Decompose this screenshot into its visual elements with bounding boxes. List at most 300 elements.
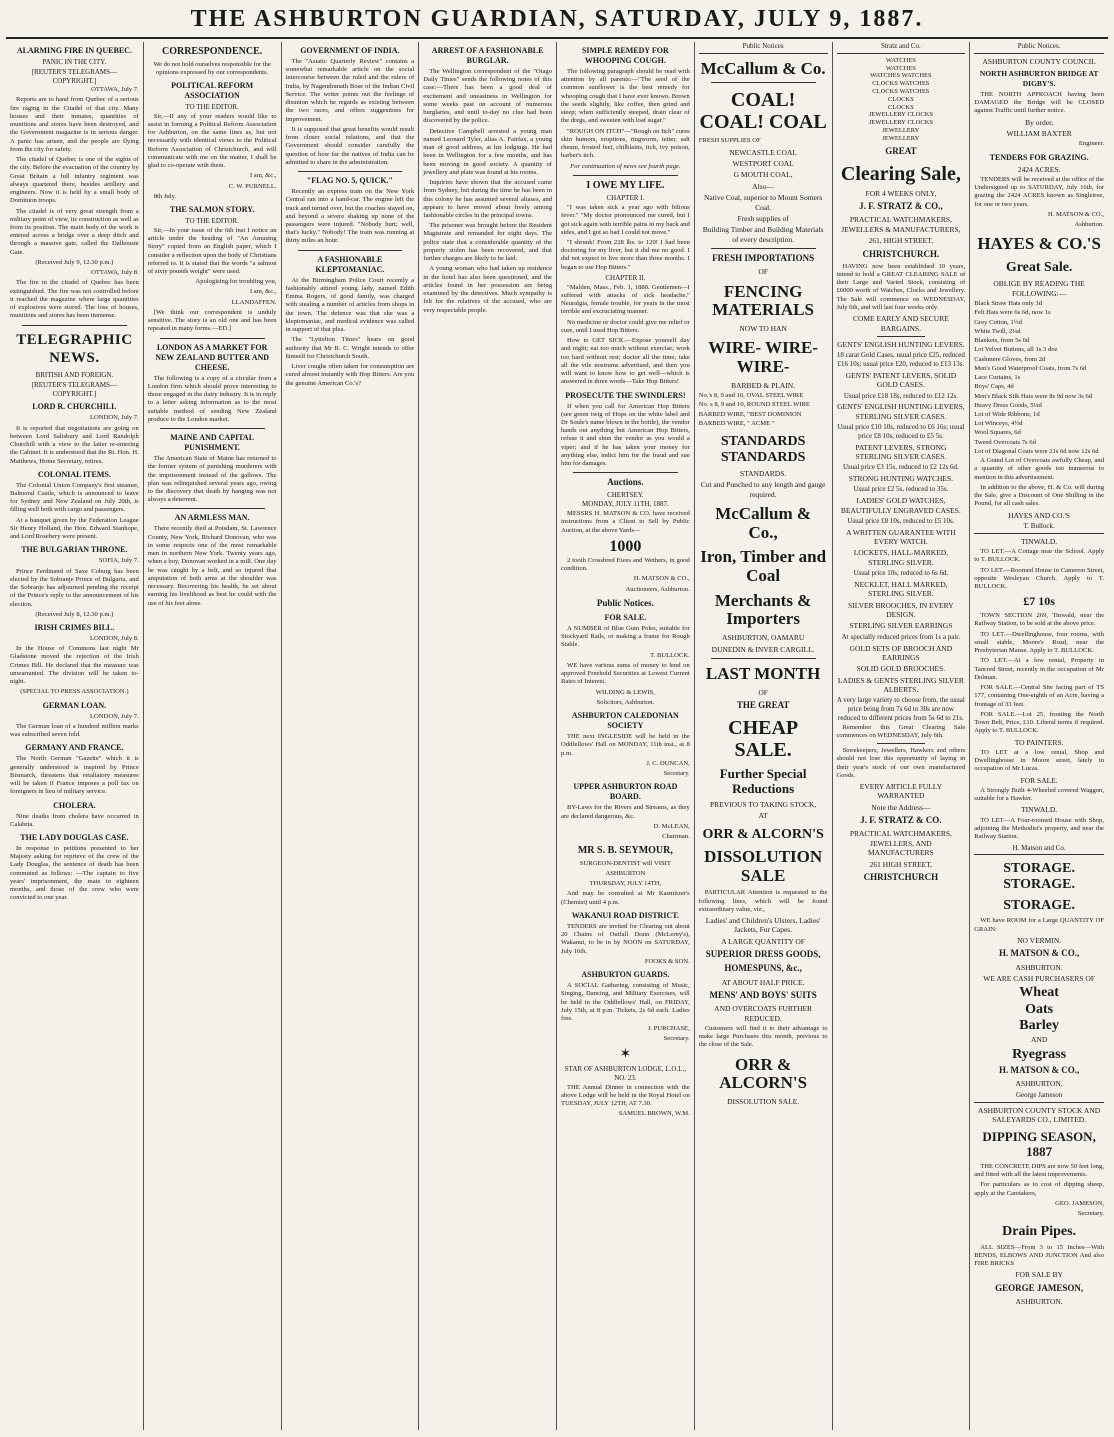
- ad-line: CHRISTCHURCH.: [862, 248, 940, 259]
- paragraph: If when you call for American Hop Bitters (see green twig of Hops on the white label and Dr Soule's name blown in the bottle), the vendor hands out anything but American Hop Bitters, refuse it and shun the vendor as you would a viper; and if he has taken your money for anything else, indict him for the fraud and sue him for damages.: [561, 402, 690, 468]
- paragraph: The following paragraph should be read with attention by all parents:—"The seed of the common sunflower is the best remedy for whooping cough that I have ever known. Brown the seeds slightly, like coffee, then grind and steep; when sufficiently steeped, drain clear of the dregs, and sweeten with loaf sugar.": [561, 68, 690, 125]
- signature: T. BULLOCK.: [650, 651, 690, 659]
- ad-line: AND OVERCOATS FURTHER REDUCED.: [714, 1004, 813, 1023]
- price-line: Usual price 10s, reduced to 6s 6d.: [853, 569, 949, 578]
- ad-title: ORR & ALCORN'S: [719, 1054, 808, 1093]
- copyright-note: [REUTER'S TELEGRAMS—COPYRIGHT.]: [31, 67, 118, 85]
- ad-title: STORAGE. STORAGE.: [1003, 861, 1075, 892]
- signature: Solicitors, Ashburton.: [596, 698, 655, 706]
- dateline: LONDON, July 7.: [90, 712, 139, 720]
- sale-item: Blankets, from 5s 6d: [974, 337, 1030, 345]
- paragraph: At the Birmingham Police Court recently a fashionably attired young lady, named Edith Emma Rogers, of good family, was charged with stealing a number of articles from shops in the town. The defence was that she was a kleptomaniac, and medical evidence was called in support of that plea.: [285, 276, 415, 334]
- headline: UPPER ASHBURTON ROAD BOARD.: [573, 782, 678, 802]
- ad-line: A LARGE QUANTITY OF: [721, 936, 805, 946]
- dateline: LONDON, July 8.: [90, 635, 139, 643]
- paragraph: TENDERS will be received at the office of the Undersigned up to SATURDAY, July 16th, for grazing the 2424 ACRES known as Singletree, for one or two years.: [974, 175, 1104, 208]
- divider: [22, 325, 127, 326]
- paragraph: FOR SALE.—Central Site facing part of TS 177, containing One-eighth of an Acre, having a frontage of 33 feet.: [974, 684, 1104, 708]
- ad-line: GENTS' PATENT LEVERS, SOLID GOLD CASES.: [845, 370, 957, 390]
- ad-line: NO VERMIN.: [1017, 935, 1062, 945]
- divider: [573, 472, 678, 473]
- signature: WILDING & LEWIS,: [595, 688, 655, 696]
- headline: I OWE MY LIFE.: [586, 179, 665, 191]
- received-note: (Received July 8, 12.30 p.m.): [35, 610, 114, 618]
- ad-line: BARBED WIRE, " ACME ": [698, 419, 775, 427]
- ad-line: Ladies' and Children's Ulsters, Ladies' Jackets, Fur Capes.: [705, 916, 821, 935]
- ad-line: TINWALD.: [1021, 536, 1058, 546]
- headline: SIMPLE REMEDY FOR WHOOPING COUGH.: [581, 46, 669, 65]
- paragraph: The following is a copy of a circular from a London firm which should prove interesting to those engaged in the dairy industry. It is in reply to a letter asking information as to the most suitable method of sending New Zealand produce to the London market.: [147, 374, 277, 423]
- paragraph: The "Lyttelton Times" hears on good authority that Mr R. C. Wright intends to offer himself for Christchurch South.: [285, 336, 415, 360]
- ad-line: OF: [758, 687, 768, 697]
- big-number: 1000: [609, 537, 642, 555]
- ad-line: TO PAINTERS.: [1014, 737, 1064, 747]
- column-header: Public Notices: [699, 42, 828, 54]
- paragraph: At a banquet given by the Federation League Sir Henry Holland, the Hon. Edward Stanhope, and Lord Rosebery were present.: [10, 516, 139, 541]
- paragraph: TO LET.—Dwellinghouse, four rooms, with small stable, Moore's Road, near the Presbyterian Manse. Apply to T. BULLOCK.: [974, 630, 1104, 655]
- ad-line: STRONG HUNTING WATCHES.: [848, 474, 953, 484]
- paragraph: The citadel of Quebec is one of the sights of the city. Before the evacuation of the country by Great Britain a full infantry regiment was always quartered there, besides artillery and engineers. Now it is held by a small body of Dominion troops.: [10, 156, 139, 205]
- signature: Engineer.: [1078, 140, 1104, 148]
- paragraph: The Colonial Union Company's first steamer, Balmoral Castle, which is announced to leave for Sydney and New Zealand on July 20th, is filling well both with cargo and passengers.: [10, 481, 139, 514]
- ad-line: G MOUTH COAL,: [733, 170, 793, 180]
- ad-line: DISSOLUTION SALE.: [727, 1097, 800, 1107]
- ad-line: NEWCASTLE COAL: [729, 147, 797, 157]
- cascade-line: JEWELLERY CLOCKS: [868, 111, 933, 119]
- paragraph: Prince Ferdinand of Saxe Coburg has been elected by the Sobranje Prince of Bulgaria, and the Sobranje has adjourned pending the receipt of the Prince's reply to the announcement of his election.: [10, 567, 139, 608]
- paragraph: THE CONCRETE DIPS are now 50 feet long, and fitted with all the latest improvements.: [974, 1162, 1104, 1179]
- ad-line: ASHBURTON, OAMARU: [721, 633, 805, 643]
- price-line: A very large variety to choose from, the usual price being from 7s 6d to 30s are now reduced to different prices from 5s 6d to 21s.: [836, 696, 965, 722]
- headline: MAINE AND CAPITAL PUNISHMENT.: [170, 433, 255, 453]
- sale-item: White Twill, 2¼d: [974, 327, 1021, 335]
- date: 8th July.: [153, 192, 177, 200]
- paragraph: 2 tooth Crossbred Ewes and Wethers, in good condition.: [561, 556, 690, 573]
- headline: GERMANY AND FRANCE.: [25, 743, 124, 753]
- ad-line: H. MATSON & CO.,: [998, 948, 1080, 959]
- headline: THE BULGARIAN THRONE.: [21, 545, 128, 555]
- subheadline: BRITISH AND FOREIGN.: [35, 371, 114, 380]
- sale-item: Lot of Diagonal Coats were 21s 6d now 12s 6d: [974, 447, 1099, 455]
- ad-line: WESTPORT COAL: [732, 159, 794, 169]
- ad-line: FRESH SUPPLIES OF: [698, 137, 761, 145]
- ad-line: PREVIOUS TO TAKING STOCK,: [709, 799, 817, 809]
- paragraph: Detective Campbell arrested a young man named Leonard Tyler, alias A. Fairfax, a young man of good address, at his lodgings. He had been in Wellington for a few months, and has been moving in good society. A quantity of jewellery and plate was found at his rooms.: [423, 127, 552, 176]
- paragraph: The North German "Gazette" which it is generally understood is inspired by Prince Bismarck, threatens that retaliatory measures will be taken if France imposes a poll tax on foreigners in lieu of military service.: [10, 755, 139, 796]
- paragraph: In the House of Commons last night Mr Gladstone moved the rejection of the Irish Crimes Bill. He declared that the measure was unwarranted. The division will be taken to-night.: [10, 645, 139, 686]
- ad-line: Note the Address—: [871, 802, 931, 812]
- ad-line: Building Timber and Building Materials of every description.: [702, 225, 824, 244]
- ad-title: COAL! COAL! COAL: [699, 89, 827, 134]
- column-header: T. Bullock.: [974, 522, 1104, 534]
- ad-line: LOCKETS, HALL-MARKED, STERLING SILVER.: [853, 548, 949, 567]
- cascade-line: JEWELLERY: [882, 126, 920, 134]
- signature: H. MATSON & CO.,: [1047, 210, 1104, 218]
- ad-title: DISSOLUTION SALE: [704, 846, 823, 885]
- ad-line: FOR 4 WEEKS ONLY,: [865, 188, 937, 198]
- auction-date: MONDAY, JULY 11TH, 1887.: [582, 500, 669, 509]
- signature: J. C. DUNCAN,: [646, 759, 690, 767]
- divider: [711, 658, 816, 659]
- headline: GOVERNMENT OF INDIA.: [300, 46, 400, 55]
- paragraph: The citadel is of very great strength from a military point of view, its construction as well as from its position. The main body of the work is entered across a bridge over a deep ditch and through a massive gate, called the Dalhousie Gate.: [10, 207, 139, 256]
- ad-title: Ryegrass: [1012, 1046, 1067, 1062]
- paragraph: In response to petitions presented to her Majesty asking for reprieve of the crew of the Lady Douglas, the sentence of death has been commuted as follows: —The captain to five years' imprisonment, the mate to eighteen months, and those of the crew who were convicted to one year.: [10, 845, 139, 902]
- signature: Chairman.: [662, 833, 690, 840]
- ad-line: CHRISTCHURCH: [863, 871, 939, 882]
- sale-item: Cashmere Gloves, from 2d: [974, 355, 1046, 363]
- signature: D. McLEAN,: [653, 822, 690, 830]
- copyright-note: [REUTER'S TELEGRAMS—COPYRIGHT.]: [31, 380, 118, 398]
- signature: Secretary.: [663, 1035, 690, 1043]
- ad-title: Merchants & Importers: [714, 590, 812, 629]
- ad-line: MENS' AND BOYS' SUITS: [709, 990, 817, 1001]
- paragraph: A Strongly Built 4-Wheeled covered Waggon, suitable for a Hawker.: [974, 786, 1104, 803]
- column-8: [970, 42, 1108, 1430]
- column-7: [833, 42, 971, 1430]
- ad-line: NECKLET, HALL MARKED, STERLING SILVER.: [854, 579, 948, 599]
- sale-item: Tweed Overcoats 7s 6d: [974, 438, 1036, 446]
- ad-line: NORTH ASHBURTON BRIDGE AT DIGBY'S.: [979, 69, 1099, 88]
- ad-line: NOW TO HAN: [739, 324, 787, 334]
- paragraph: ASHBURTON: [605, 869, 646, 877]
- column-3: [282, 42, 420, 1430]
- cascade-line: WATCHES WATCHES: [870, 72, 932, 80]
- paragraph: The "Asiatic Quarterly Review" contains a somewhat remarkable article on the social intercourse between the ruled and the rulers of India, by Nagendranath Bose of the Indian Civil Service. The writer points out the feelings of disunion which he regards as existing between the two races, and offers suggestions for improvement.: [285, 58, 415, 123]
- ad-title: McCallum & Co.,: [715, 504, 812, 542]
- paragraph: The American State of Maine has returned to the former system of punishing murderers with the imprisonment instead of the gallows. The plan was relinquished several years ago, owing to the discovery that death by hanging was not always a deterrent.: [147, 455, 277, 504]
- sale-item: Lot Winceys, 4½d: [974, 420, 1023, 428]
- ad-line: STANDARDS.: [739, 468, 787, 478]
- ad-line: ASHBURTON.: [1015, 1079, 1063, 1089]
- dateline: SOFIA, July 7.: [98, 557, 139, 565]
- paragraph: WE have various sums of money to lend on approved Freehold Securities at Lowest Current Rates of Interest.: [561, 661, 690, 686]
- paragraph: The Wellington correspondent of the "Otago Daily Times" sends the following notes of this case:—There has been a good deal of excitement and uneasiness in Wellington for some weeks past on account of numerous burglaries, and until to-day no clue had been discovered by the police.: [423, 68, 552, 125]
- signature: Secretary.: [663, 770, 690, 778]
- ad-title: FENCING MATERIALS: [712, 281, 814, 320]
- signature: C. W. PURNELL.: [228, 182, 277, 190]
- paragraph: TO LET.—At a low rental, Property in Tancred Street, recently in the occupation of Mr Dolman.: [974, 657, 1104, 681]
- ad-line: LADIES' GOLD WATCHES, BEAUTIFULLY ENGRAVED CASES.: [840, 496, 961, 515]
- ad-title: STORAGE.: [1003, 898, 1075, 914]
- sale-item: Men's Black Silk Hats were 8s 9d now 3s 6d: [974, 392, 1093, 400]
- chapter-label: CHAPTER I.: [606, 194, 645, 203]
- ad-title: CHEAP SALE.: [728, 717, 799, 762]
- sale-item: Lace Curtains, 1s: [974, 374, 1021, 382]
- ad-line: LADIES & GENTS STERLING SILVER ALBERTS.: [837, 675, 964, 695]
- price-line: Usual price £8 10s, reduced to £5 10s.: [847, 516, 955, 525]
- headline: TENDERS FOR GRAZING.: [989, 152, 1089, 162]
- ad-line: PRACTICAL WATCHMAKERS, JEWELLERS & MANUFACTURERS,: [841, 215, 961, 234]
- paragraph: PARTICULAR Attention is requested to the following lines, which will be found extraordinary value, viz.,: [698, 889, 828, 913]
- headline: LONDON AS A MARKET FOR NEW ZEALAND BUTTER AND CHEESE.: [155, 342, 270, 372]
- ad-title: Drain Pipes.: [1002, 1224, 1077, 1240]
- sale-item: Wool Squares, 6d: [974, 429, 1021, 437]
- ad-line: GENTS' ENGLISH HUNTING LEVERS, STERLING SILVER CASES.: [837, 402, 965, 421]
- paragraph: "I shrunk! From 228 lbs. to 120! I had been doctoring for my liver, but it did me no good. I did not expect to live more than three months. I began to use Hop Bitters.": [561, 239, 690, 271]
- ad-title: Wheat: [1019, 985, 1059, 1001]
- ad-line: Fresh supplies of: [737, 213, 789, 223]
- salutation: TO THE EDITOR.: [185, 102, 239, 111]
- ad-line: Native Coal, superior to Mount Somers Coal.: [703, 193, 823, 212]
- paragraph: The fire in the citadel of Quebec has been extinguished. The fire was not controlled before it reached the magazine where large quantities of explosives were stored. The loss of houses, munitions and stores has been immense.: [10, 279, 139, 320]
- ad-line: PRACTICAL WATCHMAKERS, JEWELLERS, AND MANUFACTURERS: [849, 829, 952, 858]
- headline: LORD R. CHURCHILL: [32, 402, 117, 412]
- signature: I am, &c.,: [249, 172, 277, 180]
- paragraph: "I was taken sick a year ago with bilious fever." "My doctor pronounced me cured, but I got sick again with terrible pains in my back and sides, and I got so bad I could not move.": [561, 204, 690, 236]
- star-icon: ✶: [619, 1046, 632, 1062]
- cascade-line: WATCHES: [885, 56, 916, 64]
- column-2: [144, 42, 282, 1430]
- auction-place: CHERTSEY.: [607, 490, 644, 499]
- paragraph: ALL SIZES—From 3 to 15 Inches—With BENDS, ELBOWS AND JUNCTION And also FIRE BRICKS: [974, 1243, 1104, 1268]
- headline: PROSECUTE THE SWINDLERS!: [565, 390, 686, 400]
- ad-line: By order,: [1025, 117, 1054, 127]
- ad-line: COME EARLY AND SECURE BARGAINS.: [852, 314, 949, 333]
- headline: CORRESPONDENCE.: [161, 46, 263, 57]
- ad-title: Further Special Reductions: [719, 766, 807, 796]
- paragraph: A Grand Lot of Overcoats awfully Cheap, and a quantity of other goods too numerous to mention in this advertisement.: [974, 457, 1104, 481]
- cascade-line: JEWELLERY CLOCKS: [868, 119, 933, 127]
- divider: [160, 338, 265, 339]
- divider: [711, 248, 816, 249]
- sale-item: Felt Hats were 6s 6d, now 1s: [974, 309, 1051, 317]
- paragraph: [We think our correspondent is unduly sensitive. The story is an old one and has been repeated in many forms.—ED.]: [147, 308, 277, 333]
- ad-line: FOR SALE BY: [1015, 1270, 1063, 1280]
- ad-line: ASHBURTON.: [1015, 962, 1063, 972]
- paragraph: There recently died at Potsdam, St. Lawrence County, New York, Richard Donovan, who was in some respects one of the most remarkable men in northern New York. Twenty years ago, when a boy, Donovan worked in a mill. One day he was caught by a belt, and so injured that amputation of both arms at the shoulder was necessary. Recovering his health, he set about earning his livelihood as best he could with the use of his feet alone.: [147, 525, 277, 607]
- special-note: (SPECIAL TO PRESS ASSOCIATION.): [20, 688, 129, 696]
- received-note: (Received July 9, 12.30 p.m.): [35, 258, 114, 266]
- headline: AN ARMLESS MAN.: [174, 513, 250, 523]
- paragraph: It is reported that negotiations are going on between Lord Salisbury and Lord Randolph Churchill with a view to the latter re-entering the Cabinet. It is understood that the Rt. Hon. H. Matthews, Home Secretary, retires.: [10, 424, 139, 465]
- dateline: LONDON, July 7.: [90, 414, 139, 422]
- dateline: OTTAWA, July 8.: [91, 269, 139, 277]
- ad-line: J. F. STRATZ & CO.,: [859, 201, 943, 212]
- ad-line: No. s 8, 9 and 10, ROUND STEEL WIRE: [698, 401, 810, 409]
- signature: J. PURCHASE,: [647, 1025, 690, 1033]
- ad-line: OBLIGE BY READING THE FOLLOWING:—: [993, 279, 1085, 298]
- paragraph: Reports are to hand from Quebec of a serious fire raging in the Citadel of that city. Many houses and their inmates, quantities of munitions and stores have been destroyed, and the Government magazine is in serious danger. A panic has arisen, and the people are flying from the city for safety.: [10, 96, 139, 153]
- signature: SAMUEL BROWN, W.M.: [618, 1110, 690, 1118]
- headline: FOR SALE.: [604, 613, 647, 623]
- paragraph: And may be consulted at Mr Kasmitzer's (Chemist) until 4 p.m.: [561, 890, 690, 906]
- ad-line: TINWALD.: [1021, 805, 1058, 815]
- signature: H. MATSON & CO.,: [633, 575, 690, 583]
- signature: FOOKS & SON.: [644, 957, 690, 965]
- column-6: [695, 42, 833, 1430]
- ad-title: Iron, Timber and Coal: [700, 547, 827, 586]
- ad-line: ASHBURTON.: [1015, 1297, 1063, 1307]
- ad-title: DIPPING SEASON, 1887: [982, 1129, 1096, 1159]
- signature: I am, &c.,: [249, 288, 277, 296]
- paragraph: In addition to the above, H. & Co. will during the Sale, give a Discount of One Shilling in the Pound, for all cash sales.: [974, 483, 1104, 508]
- headline: STAR OF ASHBURTON LODGE, L.O.L., NO. 23.: [564, 1065, 686, 1082]
- ad-title: HAYES & CO.'S: [977, 234, 1101, 254]
- divider: [298, 171, 403, 172]
- section-headline: TELEGRAPHIC NEWS.: [16, 331, 133, 367]
- ad-line: AT ABOUT HALF PRICE.: [721, 977, 805, 987]
- sale-item: Grey Cotton, 1½d: [974, 318, 1022, 326]
- price-line: 18 carat Gold Cases, usual price £25, reduced £16 10s; usual price £20, reduced to £13 13s.: [836, 351, 965, 369]
- headline: ALARMING FIRE IN QUEBEC.: [16, 46, 132, 55]
- paragraph: Nine deaths from cholera have occurred in Calabria.: [10, 812, 139, 828]
- ad-title: WIRE- WIRE- WIRE-: [708, 338, 818, 377]
- headline: ASHBURTON CALEDONIAN SOCIETY: [571, 711, 679, 731]
- sale-item: Men's Good Waterproof Coats, from 7s 6d: [974, 364, 1087, 372]
- divider: [160, 428, 265, 429]
- sale-item: Lot Velvet Buttons, all 1s 3 doz: [974, 346, 1058, 354]
- cascade-line: JEWELLERY: [882, 134, 920, 142]
- signature: Ashburton.: [1074, 221, 1104, 229]
- ad-line: ASHBURTON COUNTY COUNCIL: [982, 56, 1096, 66]
- cascade-line: CLOCKS WATCHES: [872, 87, 930, 95]
- columns: [6, 42, 1108, 1430]
- paragraph: Liver coughs often taken for consumption are cured almost instantly with Hop Bitters. Are you the genuine American Co.'s?: [285, 363, 415, 387]
- paragraph: How to GET SICK.—Expose yourself day and night; eat too much without exercise; work too hard without rest; doctor all the time; take all the vile nostrums advertised, and then you will want to know how to get well—which is answered in three words—Take Hop Bitters!: [561, 337, 690, 386]
- ad-title: Oats: [1025, 1001, 1054, 1017]
- headline: COLONIAL ITEMS.: [37, 469, 111, 479]
- ad-line: AND: [1031, 1035, 1048, 1045]
- paragraph: A young woman who had taken up residence in the hotel has also been questioned, and the articles found in her possession are being examined by the detectives. Much sympathy is felt for the relatives of the accused, who are very respectable people.: [423, 265, 552, 314]
- headline: GERMAN LOAN.: [42, 700, 107, 710]
- editorial-note: We do not hold ourselves responsible for the opinions expressed by our correspondents.: [153, 60, 271, 76]
- ad-line: H. MATSON & CO.,: [998, 1065, 1080, 1076]
- paragraph: THE Annual Dinner in connection with the above Lodge will be held in the Royal Hotel on TUESDAY, JULY 12TH, AT 7.30.: [561, 1083, 690, 1108]
- ad-line: 261 HIGH STREET,: [869, 859, 933, 869]
- paragraph: "Malden, Mass., Feb. 1, 1880. Gentlemen—I suffered with attacks of sick headache." Neuralgia, female trouble, for years in the most terrible and excruciating manner.: [561, 283, 690, 316]
- ad-line: ASHBURTON COUNTY STOCK AND SALEYARDS CO., LIMITED.: [978, 1105, 1101, 1124]
- paragraph: No medicine or doctor could give me relief or cure, until I used Hop Bitters.: [561, 318, 690, 334]
- paragraph: TO LET—A Four-roomed House with Shop, adjoining the Methodist's property, and near the Railway Station.: [974, 816, 1104, 841]
- watches-cascade: [837, 57, 966, 143]
- paragraph: WE have ROOM for a Large QUANTITY OF GRAIN:: [974, 917, 1104, 933]
- paragraph: SURGEON-DENTIST will VISIT: [579, 859, 671, 867]
- subheadline: PANIC IN THE CITY.: [42, 58, 107, 66]
- paragraph: TOWN SECTION 269, Tinwald, near the Railway Station, to be sold at the above price.: [974, 612, 1104, 628]
- ad-line: STERLING SILVER EARRINGS: [849, 621, 953, 631]
- section-heading: Auctions.: [607, 477, 644, 488]
- ad-line: Also—: [752, 181, 774, 191]
- ad-title: McCallum & Co.: [700, 58, 826, 78]
- sale-item: Lot of Wide Ribbons, 1d: [974, 410, 1040, 418]
- ad-line: FRESH IMPORTATIONS: [712, 253, 815, 264]
- ad-line: BARBED WIRE, "BEST DOMINION: [698, 410, 802, 418]
- ad-line: EVERY ARTICLE FULLY WARRANTED: [859, 782, 943, 801]
- cascade-line: WATCHES: [885, 64, 916, 72]
- ad-line: GREAT: [885, 145, 917, 156]
- paragraph: HAVING now been established 10 years, intend to hold a GREAT CLEARING SALE of their Large and Varied Stock, consisting of £6000 worth of Watches, Clocks and Jewellery. The Sale will commence on WEDNESDAY, July 6th, and will last four weeks only.: [836, 262, 966, 311]
- divider: [160, 508, 265, 509]
- column-header: H. Matson and Co.: [974, 844, 1104, 856]
- paragraph: A NUMBER of Blue Gum Poles, suitable for Stockyard Rails, or making a frame for Rough Stable.: [561, 625, 690, 649]
- paragraph: THE NORTH APPROACH having been DAMAGED the Bridge will be CLOSED against Traffic until further notice.: [974, 90, 1104, 115]
- price-line: Usual price £2 5s, reduced to 35s.: [853, 485, 949, 494]
- paragraph: TO LET.—A Cottage near the School. Apply to T. BULLOCK.: [974, 548, 1104, 564]
- paragraph: TENDERS are invited for Clearing out about 20 Chains of Outfall Drain (McLerny's), Wakanui, to be in by NOON on SATURDAY, July 16th.: [561, 922, 690, 955]
- paragraph: Inquiries have shown that the accused came from Sydney, but during the time he has been in this colony he has assumed several aliases, and appears to have moved about freely among fashionable circles in the principal towns.: [423, 179, 552, 219]
- ad-line: GEORGE JAMESON,: [995, 1282, 1084, 1293]
- price-line: Usual price £3 15s, reduced to £2 12s 6d.: [842, 463, 959, 472]
- sale-item: Heavy Dress Goods, 5¼d: [974, 401, 1042, 409]
- ad-line: SUPERIOR DRESS GOODS,: [705, 949, 821, 960]
- headline: MR S. B. SEYMOUR,: [577, 845, 673, 857]
- ad-line: J. F. STRATZ & CO.: [860, 815, 942, 826]
- ad-title: STANDARDS STANDARDS: [720, 434, 806, 465]
- paragraph: Remember this Great Clearing Sale commences on WEDNESDAY, July 6th.: [836, 723, 966, 739]
- ad-line: DUNEDIN & INVER CARGILL.: [711, 644, 815, 654]
- ad-title: Clearing Sale,: [840, 162, 961, 185]
- ad-line: HOMESPUNS, &c.,: [724, 963, 802, 974]
- ad-line: WE ARE CASH PURCHASERS OF: [983, 973, 1095, 983]
- chapter-label: CHAPTER II.: [605, 273, 646, 282]
- ad-line: 261, HIGH STREET,: [868, 236, 934, 246]
- signature: GEO. JAMESON,: [1055, 1199, 1104, 1207]
- cascade-line: CLOCKS: [888, 103, 914, 111]
- ad-line: GOLD SETS OF BROOCH AND EARRINGS: [849, 643, 953, 662]
- paragraph: "ROUGH ON ITCH"—"Rough on Itch" cures skin humors, eruptions, ringworm, tetter, salt rheum, frosted feet, chilblains, itch, ivy poison, barber's itch.: [561, 127, 690, 160]
- headline: ARREST OF A FASHIONABLE BURGLAR.: [431, 46, 544, 65]
- ad-title: Barley: [1019, 1018, 1059, 1034]
- paragraph: Customers will find it to their advantage to make large Purchases this month, previous to the close of the Sale.: [698, 1025, 828, 1049]
- ad-title: ORR & ALCORN'S: [702, 826, 824, 842]
- ad-line: SOLID GOLD BROOCHES.: [856, 664, 946, 674]
- price-line: At specially reduced prices from 1s a pair.: [841, 632, 960, 641]
- divider: [711, 82, 816, 83]
- paragraph: TO LET at a low rental, Shop and Dwellinghouse in Moore street, lately in occupation of Mr Lucas.: [974, 748, 1104, 773]
- column-header: Stratz and Co.: [837, 42, 966, 54]
- paragraph: A SOCIAL Gathering, consisting of Music, Singing, Dancing, and Military Exercises, will be held in the Oddfellows' Hall, on FRIDAY, July 15th, at 8 p.m. Tickets, 2s 6d each. Ladies free.: [561, 982, 690, 1023]
- ad-line: WILLIAM BAXTER: [1006, 128, 1072, 138]
- paragraph: It is supposed that great benefits would result from closer social relations, and that the Government should consider carefully the question of how far the natives of India can be admitted to share in the administration.: [285, 125, 415, 166]
- headline: POLITICAL REFORM ASSOCIATION: [171, 80, 254, 100]
- signature: Secretary.: [1077, 1210, 1104, 1218]
- paragraph: BY-Laws for the Rivers and Streams, as they are declared dangerous, &c.: [561, 804, 690, 820]
- paragraph: The German loan of a hundred million marks was subscribed seven fold.: [10, 722, 139, 739]
- signature: LLANDAFFEN.: [231, 298, 277, 306]
- ad-line: HAYES AND CO.'S: [1008, 510, 1070, 520]
- price-line: Usual price £10 10s, reduced to £6 16s; usual price £8 10s, reduced to £5 5s.: [837, 423, 965, 440]
- ad-title: LAST MONTH: [705, 663, 821, 683]
- continuation-note: For continuation of news see fourth page.: [570, 162, 681, 170]
- headline: A FASHIONABLE KLEPTOMANIAC.: [315, 254, 385, 274]
- ad-line: FOR SALE.: [1020, 775, 1058, 785]
- ad-line: BARBED & PLAIN.: [731, 380, 796, 390]
- divider: [877, 336, 926, 337]
- headline: "FLAG NO. 5, QUICK.": [306, 176, 393, 186]
- column-4: [419, 42, 557, 1430]
- paragraph: The prisoner was brought before the Resident Magistrate and remanded for eight days. The police state that a considerable quantity of the property stolen has been recovered, and that further charges are likely to be laid.: [423, 222, 552, 263]
- sale-item: Black Straw Hats only 3d: [974, 300, 1043, 308]
- headline: WAKANUI ROAD DISTRICT.: [571, 910, 679, 920]
- dateline: OTTAWA, July 7.: [91, 86, 139, 94]
- signature: Apologising for troubling you,: [195, 278, 277, 286]
- paragraph: For particulars as to cost of dipping sheep, apply at the Caretakers,: [974, 1181, 1104, 1197]
- cascade-line: CLOCKS: [888, 95, 914, 103]
- price: £7 10s: [1023, 594, 1055, 609]
- column-header: George Jameson: [974, 1091, 1104, 1103]
- divider: [573, 175, 678, 176]
- ad-line: 2424 ACRES.: [1017, 164, 1061, 174]
- divider: [298, 250, 403, 251]
- salutation: TO THE EDITOR.: [185, 217, 239, 226]
- section-heading: Public Notices.: [596, 597, 654, 608]
- ad-line: Cut and Punched to any length and gauge required.: [700, 480, 826, 499]
- ad-line: AT: [758, 811, 768, 821]
- paragraph: Sir,—In your issue of the 6th inst I notice an article under the heading of "An Amusing Story" copied from an English paper, which I consider a reflection upon the body of Christians referred to. It is stated that the words "a salmon of sixty pounds weight" were used.: [147, 226, 277, 275]
- headline: ASHBURTON GUARDS.: [581, 970, 670, 980]
- ad-line: OF: [758, 267, 768, 277]
